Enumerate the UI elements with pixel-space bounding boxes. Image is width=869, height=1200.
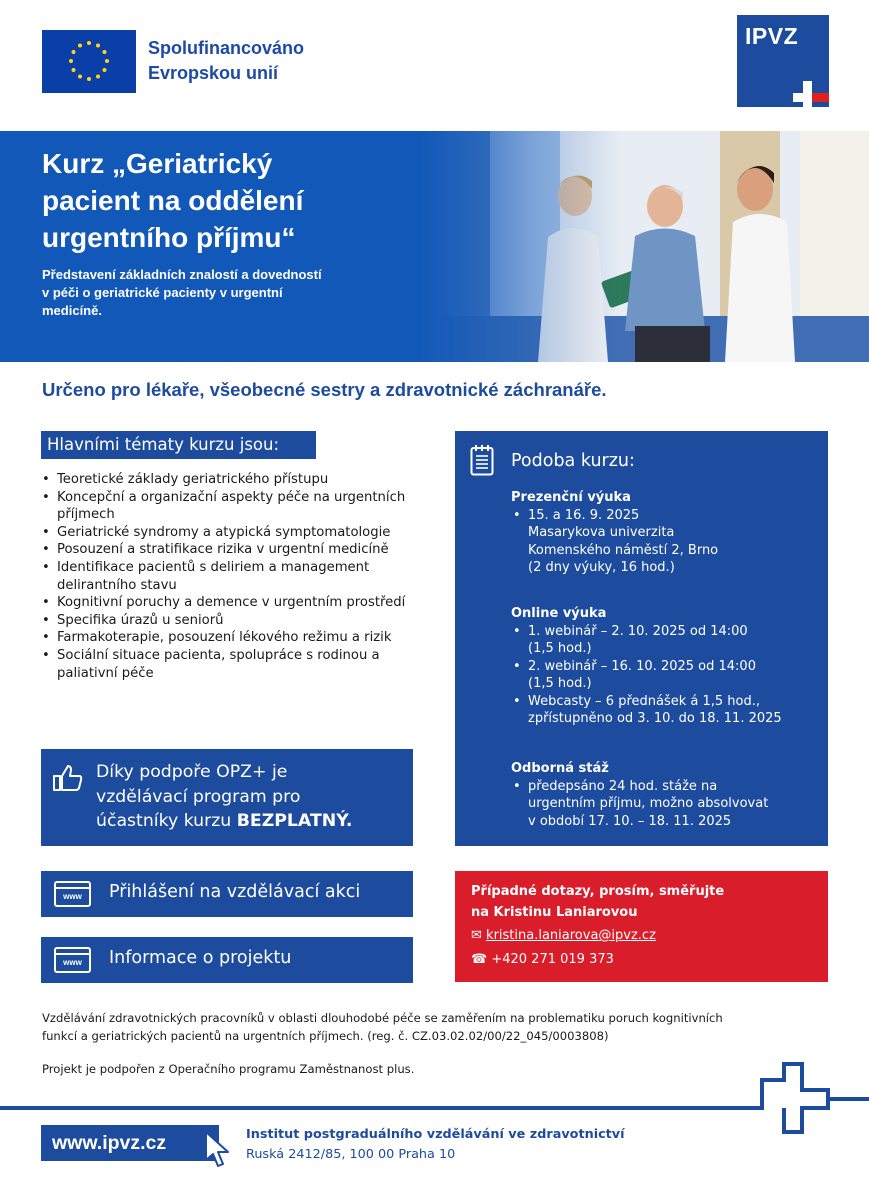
course-format-panel: [455, 431, 828, 846]
contact-email-link[interactable]: [471, 928, 656, 943]
project-description-line1: Vzdělávání zdravotnických pracovníků v oblasti dlouhodobé péče se zaměřením na problematiku poruch kognitivních: [42, 1011, 723, 1025]
list-item: • Koncepční a organizační aspekty péče na urgentních příjmech: [40, 489, 435, 524]
contact-heading-line1: Případné dotazy, prosím, směřujte: [471, 884, 725, 899]
in-person-address: Komenského náměstí 2, Brno: [528, 542, 719, 558]
contact-heading-line2: na Kristinu Laniarovou: [471, 905, 638, 920]
online-heading: Online výuka: [511, 606, 607, 621]
list-item: [511, 658, 821, 693]
contact-panel: [455, 871, 828, 982]
list-item: • Farmakoterapie, posouzení lékového režimu a rizik: [40, 629, 435, 647]
www-icon: [54, 947, 91, 973]
in-person-section: [511, 489, 821, 577]
eu-label-line1: Spolufinancováno: [148, 38, 305, 58]
list-item: • Specifika úrazů u seniorů: [40, 612, 435, 630]
free-program-notice: [41, 749, 413, 846]
logo-cross-red: [812, 93, 829, 102]
contact-phone-text: +420 271 019 373: [491, 952, 614, 967]
free-program-line1: Díky podpoře OPZ+ je: [96, 762, 288, 782]
institute-name: Institut postgraduálního vzdělávání ve zdravotnictví: [246, 1127, 625, 1142]
cross-outline-icon: [734, 1062, 869, 1134]
in-person-heading: Prezenční výuka: [511, 490, 631, 505]
project-info-link-label: Informace o projektu: [109, 948, 292, 968]
notepad-icon: [470, 444, 494, 476]
institute-address: Ruská 2412/85, 100 00 Praha 10: [246, 1147, 456, 1162]
contact-heading: [471, 881, 811, 923]
mouse-cursor-icon: [203, 1129, 231, 1169]
course-subtitle-line3: medicíně.: [42, 303, 102, 318]
topics-list: [40, 471, 435, 682]
list-item: • Sociální situace pacienta, spolupráce s rodinou a paliativní péče: [40, 647, 435, 682]
free-program-prefix: účastníky kurzu: [96, 811, 237, 831]
internship-line1: • předepsáno 24 hod. stáže na: [528, 778, 718, 794]
list-item: • Geriatrické syndromy a atypická symptomatologie: [40, 524, 435, 542]
webcasts-availability: zpřístupněno od 3. 10. do 18. 11. 2025: [528, 711, 782, 726]
eu-label-line2: Evropskou unií: [148, 63, 279, 83]
course-format-title: Podoba kurzu:: [511, 451, 635, 471]
divider-line: [0, 1106, 740, 1110]
www-icon-text: www: [63, 958, 82, 967]
ipvz-logo: [737, 15, 829, 107]
list-item: [511, 693, 821, 728]
topics-heading: Hlavními tématy kurzu jsou:: [41, 431, 316, 459]
course-subtitle-line2: v péči o geriatrické pacienty v urgentní: [42, 285, 283, 300]
list-item: [511, 623, 821, 658]
envelope-icon: ✉: [471, 928, 482, 943]
list-item: [511, 778, 821, 831]
course-title: [42, 145, 442, 256]
project-info-link-button[interactable]: [41, 937, 413, 983]
ipvz-logo-text: IPVZ: [745, 23, 799, 49]
list-item: [511, 507, 821, 577]
internship-heading: Odborná stáž: [511, 761, 609, 776]
course-title-line3: urgentního příjmu“: [42, 222, 296, 253]
project-description: [42, 1009, 837, 1045]
hero-banner: [0, 131, 869, 362]
list-item: • Identifikace pacientů s deliriem a management delirantního stavu: [40, 559, 435, 594]
eu-flag: [42, 30, 136, 93]
phone-icon: ☎: [471, 952, 488, 967]
thumbs-up-icon: [52, 764, 84, 792]
free-program-text: [96, 760, 396, 834]
webinar-1: • 1. webinář – 2. 10. 2025 od 14:00: [528, 623, 748, 639]
registration-link-button[interactable]: [41, 871, 413, 917]
hero-photo-doctors-with-patient: [420, 131, 869, 362]
project-description-line2: funkcí a geriatrických pacientů na urgentních příjmech. (reg. č. CZ.03.02.02/00/22_045/0003808): [42, 1029, 609, 1043]
contact-email-text: kristina.laniarova@ipvz.cz: [486, 928, 656, 943]
course-title-line2: pacient na oddělení: [42, 185, 304, 216]
internship-line3: v období 17. 10. – 18. 11. 2025: [528, 813, 732, 829]
free-program-emphasis: BEZPLATNÝ.: [236, 811, 353, 831]
list-item: • Kognitivní poruchy a demence v urgentním prostředí: [40, 594, 435, 612]
contact-phone[interactable]: [471, 952, 614, 967]
list-item: • Posouzení a stratifikace rizika v urgentní medicíně: [40, 541, 435, 559]
free-program-line3: [96, 809, 396, 834]
www-icon-text: www: [63, 892, 82, 901]
website-link[interactable]: www.ipvz.cz: [41, 1125, 219, 1161]
webinar-2-duration: (1,5 hod.): [528, 676, 592, 691]
internship-line2: urgentním příjmu, možno absolvovat: [528, 796, 769, 811]
in-person-date: • 15. a 16. 9. 2025: [528, 507, 640, 523]
course-title-line1: Kurz „Geriatrický: [42, 148, 273, 179]
in-person-venue: Masarykova univerzita: [528, 525, 675, 540]
target-audience: Určeno pro lékaře, všeobecné sestry a zdravotnické záchranáře.: [42, 379, 607, 400]
www-icon: [54, 881, 91, 907]
webinar-1-duration: (1,5 hod.): [528, 641, 592, 656]
course-subtitle-line1: Představení základních znalostí a dovedností: [42, 267, 322, 282]
support-statement: Projekt je podpořen z Operačního programu Zaměstnanost plus.: [42, 1062, 415, 1076]
course-subtitle: [42, 266, 402, 320]
list-item: • Teoretické základy geriatrického přístupu: [40, 471, 435, 489]
eu-cofinancing-label: [148, 36, 304, 86]
internship-section: [511, 760, 821, 830]
eu-stars-icon: [42, 30, 136, 93]
webcasts: • Webcasty – 6 přednášek á 1,5 hod.,: [528, 693, 761, 709]
free-program-line2: vzdělávací program pro: [96, 786, 301, 807]
in-person-duration: (2 dny výuky, 16 hod.): [528, 560, 675, 575]
registration-link-label: Přihlášení na vzdělávací akci: [109, 882, 361, 902]
online-section: [511, 605, 821, 728]
webinar-2: • 2. webinář – 16. 10. 2025 od 14:00: [528, 658, 756, 674]
